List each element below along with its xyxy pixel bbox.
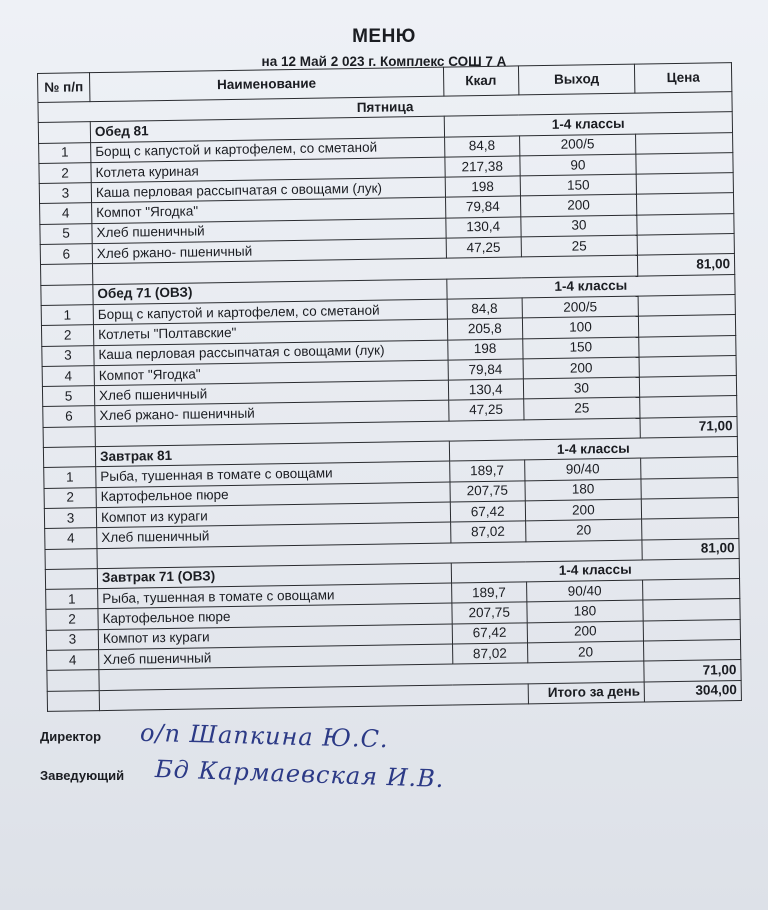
item-output: 150 [520,174,637,196]
item-kcal: 87,02 [450,521,525,542]
header-num: № п/п [38,73,90,103]
day-total-label: Итого за день [528,682,645,704]
item-name: Хлеб пшеничный [92,218,446,244]
item-output: 20 [525,519,642,541]
item-kcal: 84,8 [444,136,519,157]
item-number: 5 [40,223,92,244]
header-name: Наименование [90,67,444,102]
item-name: Компот "Ягодка" [94,360,448,386]
item-number: 6 [40,244,92,265]
item-number: 1 [46,589,98,610]
item-kcal: 207,75 [450,481,525,502]
item-price [639,315,736,337]
item-price [636,152,733,174]
item-name: Хлеб ржано- пшеничный [95,401,449,427]
section-name: Обед 71 (ОВЗ) [93,279,447,305]
item-number: 2 [39,163,91,184]
item-price [642,518,739,540]
item-output: 25 [521,235,638,257]
item-kcal: 130,4 [446,217,521,238]
item-price [637,234,734,256]
section-grade: 1-4 классы [449,437,738,462]
item-price [640,376,737,398]
day-total: 304,00 [644,680,741,702]
item-price [641,497,738,519]
item-kcal: 207,75 [452,602,527,623]
day-label: Пятница [38,92,732,123]
item-name: Хлеб пшеничный [94,380,448,406]
item-number: 2 [46,609,98,630]
item-price [644,640,741,662]
item-output: 90 [520,154,637,176]
item-name: Котлеты "Полтавские" [93,319,447,345]
item-kcal: 205,8 [447,318,522,339]
item-number: 5 [42,386,94,407]
item-kcal: 87,02 [452,643,527,664]
total-spacer [45,548,97,569]
item-name: Борщ с капустой и картофелем, со сметаной [91,137,445,163]
section-name: Обед 81 [90,116,444,142]
item-name: Борщ с капустой и картофелем, со сметаной [93,299,447,325]
manager-label: Заведующий [40,768,125,783]
item-kcal: 79,84 [448,359,523,380]
item-name: Котлета куриная [91,157,445,183]
item-name: Картофельное пюре [96,482,450,508]
section-name: Завтрак 81 [95,441,449,467]
item-kcal: 217,38 [445,156,520,177]
section-total: 71,00 [640,416,737,438]
item-number: 4 [47,650,99,671]
item-name: Картофельное пюре [98,603,452,629]
menu-subtitle: на 12 Май 2 023 г. Комплекс СОШ 7 А [261,54,507,69]
item-number: 3 [42,345,94,366]
manager-signature: Бд Кармаевская И.В. [154,754,445,794]
item-number: 2 [41,325,93,346]
section-spacer [38,122,90,143]
item-number: 4 [40,203,92,224]
page-title: МЕНЮ [352,26,416,47]
item-price [641,477,738,499]
item-output: 200 [523,357,640,379]
item-name: Рыба, тушенная в томате с овощами [98,583,452,609]
item-number: 3 [39,183,91,204]
total-spacer [47,670,99,691]
section-total: 81,00 [642,538,739,560]
total-spacer [43,426,95,447]
item-output: 200/5 [522,296,639,318]
director-label: Директор [40,729,102,744]
item-name: Компот из кураги [98,624,452,650]
total-spacer [47,690,99,711]
section-grade: 1-4 классы [444,112,733,137]
item-kcal: 189,7 [449,460,524,481]
item-price [643,619,740,641]
section-grade: 1-4 классы [447,274,736,299]
item-price [639,335,736,357]
item-number: 1 [41,305,93,326]
item-price [637,193,734,215]
item-name: Хлеб пшеничный [97,522,451,548]
item-price [636,132,733,154]
item-number: 3 [46,629,98,650]
item-output: 200 [520,195,637,217]
item-number: 3 [44,508,96,529]
item-output: 200 [525,499,642,521]
item-output: 180 [525,479,642,501]
menu-body [38,92,741,712]
item-output: 30 [523,377,640,399]
item-name: Каша перловая рассыпчатая с овощами (лук) [91,177,445,203]
item-output: 180 [527,600,644,622]
item-number: 4 [42,365,94,386]
item-kcal: 189,7 [451,582,526,603]
item-kcal: 67,42 [452,623,527,644]
header-price: Цена [635,63,732,94]
item-kcal: 198 [445,176,520,197]
item-kcal: 79,84 [445,196,520,217]
item-name: Каша перловая рассыпчатая с овощами (лук) [94,340,448,366]
section-name: Завтрак 71 (ОВЗ) [97,563,451,589]
item-output: 90/40 [524,458,641,480]
item-kcal: 47,25 [446,237,521,258]
item-output: 100 [522,316,639,338]
section-spacer [43,447,95,468]
item-output: 30 [520,215,637,237]
item-output: 25 [523,398,640,420]
item-kcal: 130,4 [448,379,523,400]
item-name: Рыба, тушенная в томате с овощами [96,461,450,487]
header-output: Выход [518,64,635,95]
director-signature: о/п Шапкина Ю.С. [139,718,389,754]
item-number: 4 [45,528,97,549]
section-spacer [45,568,97,589]
item-output: 20 [527,641,644,663]
item-name: Компот "Ягодка" [92,198,446,224]
header-kcal: Ккал [443,66,518,96]
item-output: 150 [522,337,639,359]
item-name: Хлеб ржано- пшеничный [92,238,446,264]
menu-table [37,62,742,712]
item-price [643,579,740,601]
item-price [639,355,736,377]
item-price [636,173,733,195]
item-number: 1 [39,142,91,163]
section-total: 71,00 [644,660,741,682]
item-price [640,396,737,418]
section-total: 81,00 [638,254,735,276]
item-kcal: 47,25 [448,399,523,420]
item-kcal: 198 [448,338,523,359]
item-price [643,599,740,621]
item-number: 2 [44,487,96,508]
item-number: 1 [44,467,96,488]
item-kcal: 84,8 [447,298,522,319]
item-output: 200/5 [519,134,636,156]
item-name: Компот из кураги [96,502,450,528]
item-name: Хлеб пшеничный [99,644,453,670]
section-spacer [41,284,93,305]
item-price [641,457,738,479]
item-output: 90/40 [526,580,643,602]
item-output: 200 [527,621,644,643]
item-number: 6 [43,406,95,427]
item-price [637,213,734,235]
item-price [638,295,735,317]
total-spacer [41,264,93,285]
section-grade: 1-4 классы [451,558,740,583]
item-kcal: 67,42 [450,501,525,522]
